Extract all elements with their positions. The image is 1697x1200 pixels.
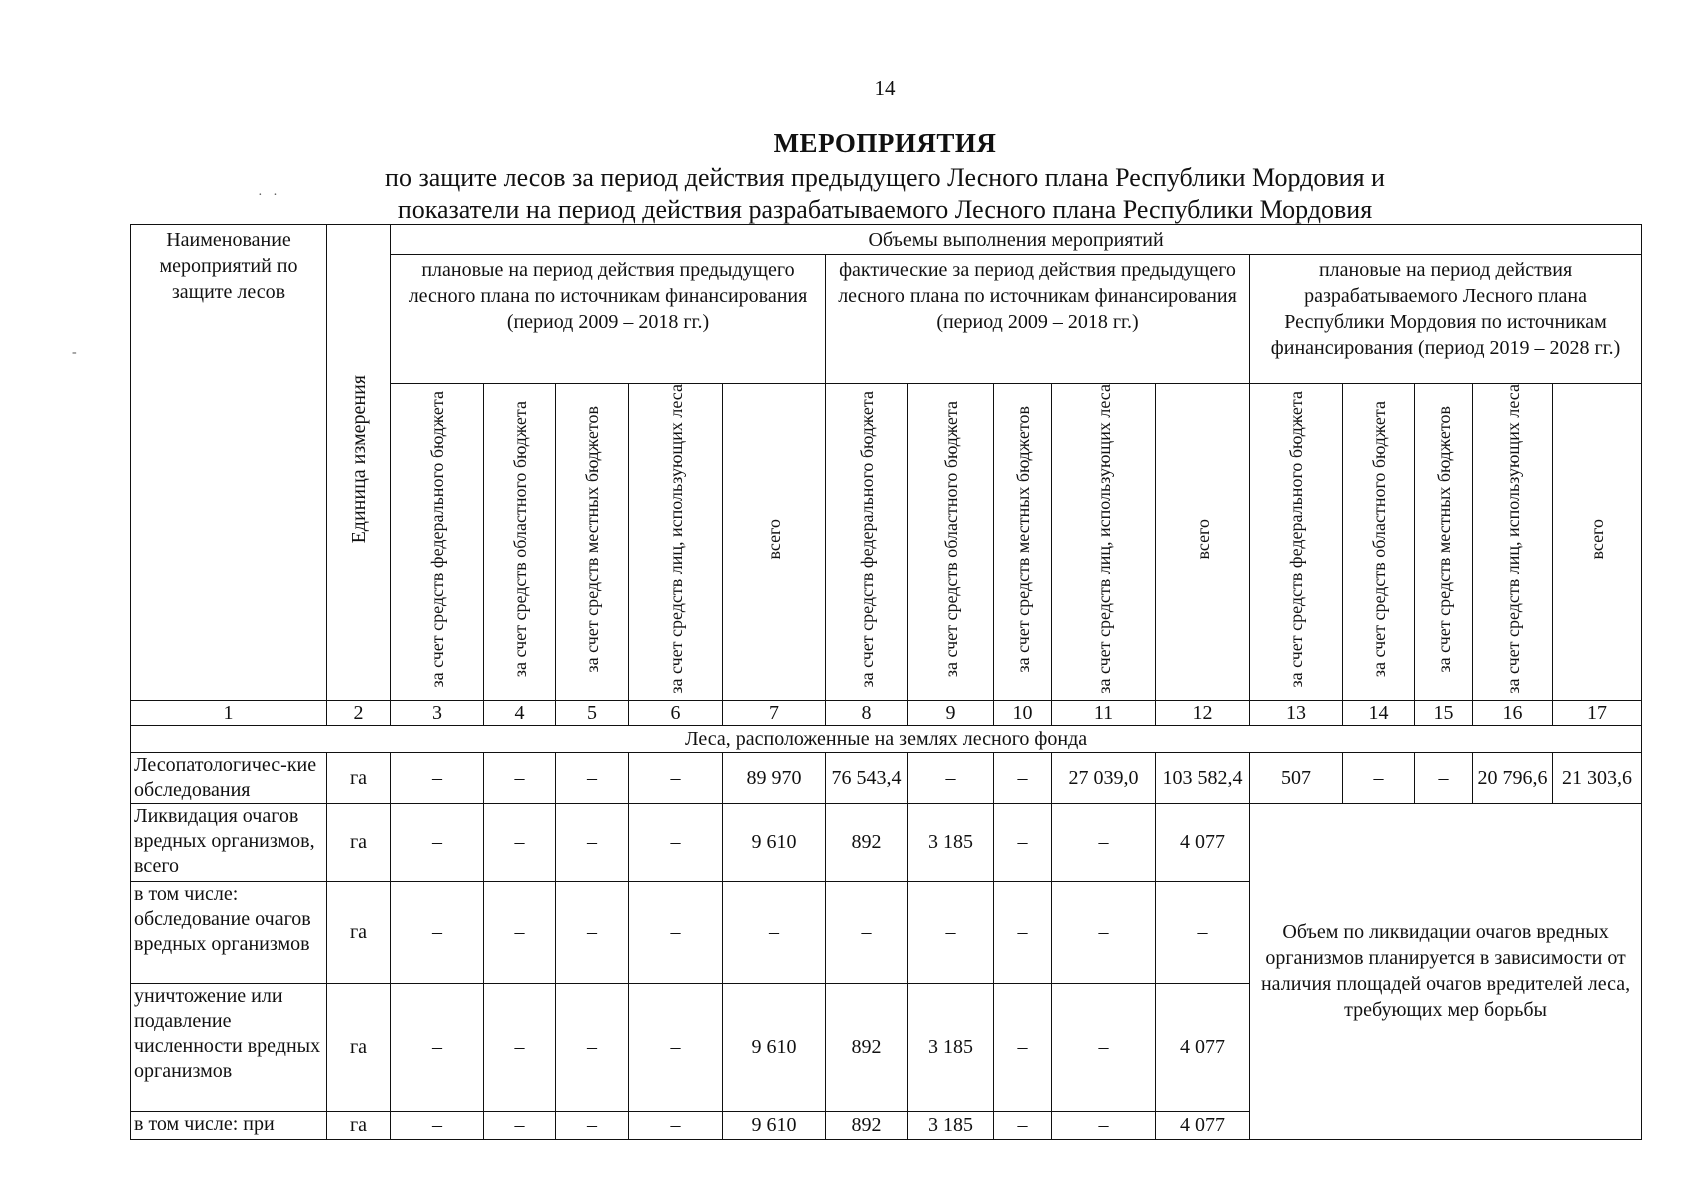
header-federal [1250, 384, 1343, 701]
row-value: 3 185 [908, 803, 994, 881]
column-number: 13 [1250, 700, 1343, 725]
row-value: – [908, 752, 994, 803]
page-number: 14 [874, 76, 896, 100]
column-number: 4 [484, 700, 556, 725]
row-value: – [484, 1111, 556, 1139]
row-value: 3 185 [908, 1111, 994, 1139]
row-value: – [1415, 752, 1473, 803]
row-value: 9 610 [723, 1111, 826, 1139]
column-number: 14 [1343, 700, 1415, 725]
row-value: 27 039,0 [1052, 752, 1156, 803]
row-value: – [391, 803, 484, 881]
header-local [556, 384, 629, 701]
row-value: 9 610 [723, 983, 826, 1111]
row-name: уничтожение или подавление численности вредных организмов [131, 983, 327, 1111]
column-number: 3 [391, 700, 484, 725]
row-unit: га [327, 1111, 391, 1139]
row-value: – [556, 881, 629, 983]
row-value: – [629, 881, 723, 983]
header-federal-label: за счет средств федерального бюджета [1286, 390, 1306, 688]
row-value: – [1052, 881, 1156, 983]
row-value: – [556, 752, 629, 803]
header-federal-label: за счет средств федерального бюджета [427, 390, 447, 688]
row-value: – [1052, 803, 1156, 881]
row-value: 4 077 [1156, 983, 1250, 1111]
scan-speck: - [72, 345, 77, 360]
column-number: 6 [629, 700, 723, 725]
row-value: – [391, 1111, 484, 1139]
section-title: Леса, расположенные на землях лесного фонда [131, 725, 1642, 752]
column-number: 7 [723, 700, 826, 725]
column-number: 5 [556, 700, 629, 725]
header-unit-label: Единица измерения [347, 375, 370, 544]
row-unit: га [327, 803, 391, 881]
row-value: 21 303,6 [1553, 752, 1642, 803]
column-number: 15 [1415, 700, 1473, 725]
header-total [1553, 384, 1642, 701]
header-users-label: за счет средств лиц, использующих леса [1093, 384, 1114, 694]
row-name: в том числе: при [131, 1111, 327, 1139]
planned-note-merged: Объем по ликвидации очагов вредных организмов планируется в зависимости от наличия площадей очагов вредителей леса, требующих мер борьбы [1250, 803, 1642, 1139]
row-value: – [556, 1111, 629, 1139]
row-value: 9 610 [723, 803, 826, 881]
column-number: 12 [1156, 700, 1250, 725]
row-value: 4 077 [1156, 803, 1250, 881]
row-value: – [629, 803, 723, 881]
document-subtitle-line-2: показатели на период действия разрабатываемого Лесного плана Республики Мордовия [397, 195, 1373, 224]
row-value: 892 [826, 803, 908, 881]
column-number: 16 [1473, 700, 1553, 725]
header-users-label: за счет средств лиц, использующих леса [1502, 384, 1523, 694]
row-name: в том числе: обследование очагов вредных организмов [131, 881, 327, 983]
row-name: Ликвидация очагов вредных организмов, всего [131, 803, 327, 881]
header-regional [1343, 384, 1415, 701]
row-name: Лесопатологичес-кие обследования [131, 752, 327, 803]
row-value: – [1156, 881, 1250, 983]
header-federal [391, 384, 484, 701]
header-users-label: за счет средств лиц, использующих леса [665, 384, 686, 694]
header-regional-label: за счет средств областного бюджета [1368, 400, 1389, 677]
header-regional [484, 384, 556, 701]
row-unit: га [327, 752, 391, 803]
row-value: – [994, 1111, 1052, 1139]
row-value: – [994, 752, 1052, 803]
header-unit [327, 225, 391, 701]
column-number: 17 [1553, 700, 1642, 725]
header-volumes: Объемы выполнения мероприятий [391, 225, 1642, 255]
header-group-planned-new: плановые на период действия разрабатываемого Лесного плана Республики Мордовия по источникам финансирования (период 2019 – 2028 гг.) [1250, 255, 1642, 384]
row-value: – [1052, 1111, 1156, 1139]
row-value: – [1052, 983, 1156, 1111]
row-value: 892 [826, 1111, 908, 1139]
header-total [1156, 384, 1250, 701]
header-local-label: за счет средств местных бюджетов [1433, 405, 1454, 673]
row-value: 20 796,6 [1473, 752, 1553, 803]
row-value: – [723, 881, 826, 983]
column-number: 1 [131, 700, 327, 725]
row-value: – [908, 881, 994, 983]
header-local [1415, 384, 1473, 701]
column-number: 2 [327, 700, 391, 725]
row-value: – [484, 752, 556, 803]
row-value: 103 582,4 [1156, 752, 1250, 803]
header-total-label: всего [764, 518, 784, 560]
row-value: – [994, 983, 1052, 1111]
row-value: – [629, 983, 723, 1111]
column-number: 11 [1052, 700, 1156, 725]
row-value: – [391, 983, 484, 1111]
row-value: 89 970 [723, 752, 826, 803]
header-name: Наименование мероприятий по защите лесов [131, 225, 327, 701]
column-number-row [131, 700, 1642, 725]
row-value: – [484, 803, 556, 881]
row-value: – [391, 881, 484, 983]
column-number: 9 [908, 700, 994, 725]
header-local [994, 384, 1052, 701]
row-unit: га [327, 983, 391, 1111]
header-local-label: за счет средств местных бюджетов [1012, 405, 1033, 673]
row-value: – [391, 752, 484, 803]
header-total-label: всего [1192, 518, 1213, 560]
column-number: 10 [994, 700, 1052, 725]
row-unit: га [327, 881, 391, 983]
header-federal [826, 384, 908, 701]
table-row [131, 752, 1642, 803]
header-regional [908, 384, 994, 701]
header-group-actual-prev: фактические за период действия предыдущего лесного плана по источникам финансирования (период 2009 – 2018 гг.) [826, 255, 1250, 384]
scan-speck: · · [258, 188, 278, 203]
row-value: – [994, 803, 1052, 881]
header-regional-label: за счет средств областного бюджета [940, 400, 961, 677]
row-value: 507 [1250, 752, 1343, 803]
section-row [131, 725, 1642, 752]
row-value: – [994, 881, 1052, 983]
header-group-planned-prev: плановые на период действия предыдущего лесного плана по источникам финансирования (период 2009 – 2018 гг.) [391, 255, 826, 384]
table-row [131, 803, 1642, 881]
row-value: 76 543,4 [826, 752, 908, 803]
header-users [629, 384, 723, 701]
header-row-volumes [131, 225, 1642, 255]
row-value: – [629, 1111, 723, 1139]
row-value: 892 [826, 983, 908, 1111]
row-value: – [484, 881, 556, 983]
row-value: – [1343, 752, 1415, 803]
header-total [723, 384, 826, 701]
header-total-label: всего [1587, 518, 1608, 560]
document-subtitle-line-1: по защите лесов за период действия предыдущего Лесного плана Республики Мордовия и [385, 163, 1385, 192]
row-value: – [556, 983, 629, 1111]
header-users [1052, 384, 1156, 701]
measures-table [130, 224, 1642, 1140]
header-federal-label: за счет средств федерального бюджета [856, 390, 877, 688]
row-value: – [484, 983, 556, 1111]
column-number: 8 [826, 700, 908, 725]
row-value: – [826, 881, 908, 983]
header-regional-label: за счет средств областного бюджета [509, 400, 530, 677]
document-title: МЕРОПРИЯТИЯ [773, 128, 997, 158]
row-value: 4 077 [1156, 1111, 1250, 1139]
header-users [1473, 384, 1553, 701]
row-value: – [556, 803, 629, 881]
row-value: 3 185 [908, 983, 994, 1111]
header-local-label: за счет средств местных бюджетов [582, 405, 602, 673]
row-value: – [629, 752, 723, 803]
